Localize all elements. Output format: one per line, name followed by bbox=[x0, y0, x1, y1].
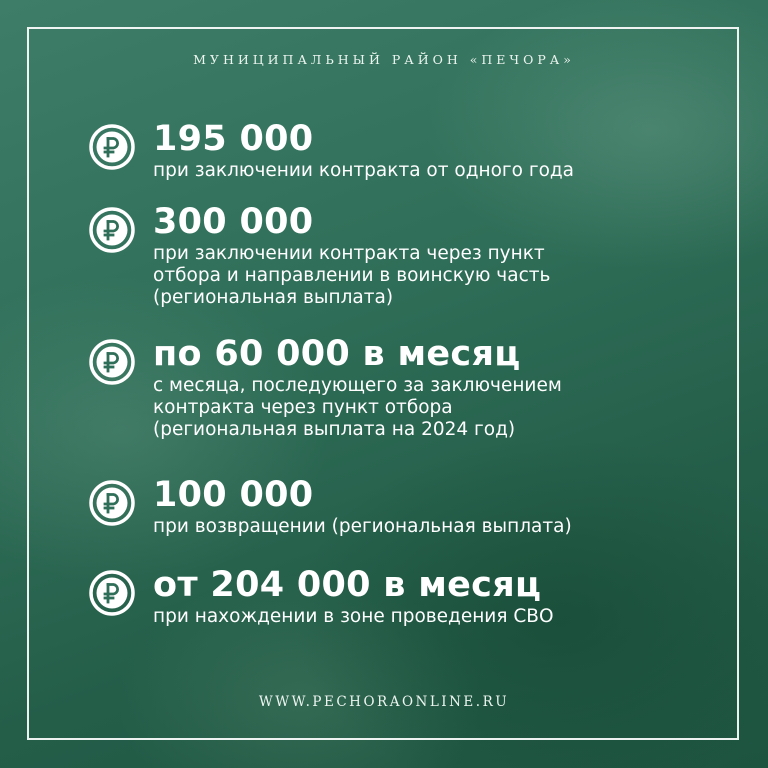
ruble-icon bbox=[88, 569, 136, 617]
page-header: МУНИЦИПАЛЬНЫЙ РАЙОН «ПЕЧОРА» bbox=[193, 52, 575, 67]
payment-amount: от 204 000 в месяц bbox=[153, 565, 542, 605]
payment-description: с месяца, последующего за заключением контракта через пункт отбора (региональная выплата на 2024 год) bbox=[153, 375, 562, 440]
ruble-icon bbox=[88, 479, 136, 527]
ruble-icon bbox=[88, 206, 136, 254]
payment-description: при возвращении (региональная выплата) bbox=[153, 516, 572, 537]
ruble-icon bbox=[88, 123, 136, 171]
payment-description: при нахождении в зоне проведения СВО bbox=[153, 606, 554, 627]
payment-description: при заключении контракта от одного года bbox=[153, 160, 575, 181]
payment-amount: 195 000 bbox=[153, 119, 314, 159]
payment-amount: 300 000 bbox=[153, 202, 314, 242]
payment-description: при заключении контракта через пункт отбора и направлении в воинскую часть (региональная выплата) bbox=[153, 243, 551, 308]
payment-amount: по 60 000 в месяц bbox=[153, 334, 521, 374]
ruble-icon bbox=[88, 338, 136, 386]
payment-amount: 100 000 bbox=[153, 475, 314, 515]
website-link[interactable]: WWW.PECHORAONLINE.RU bbox=[258, 694, 510, 710]
